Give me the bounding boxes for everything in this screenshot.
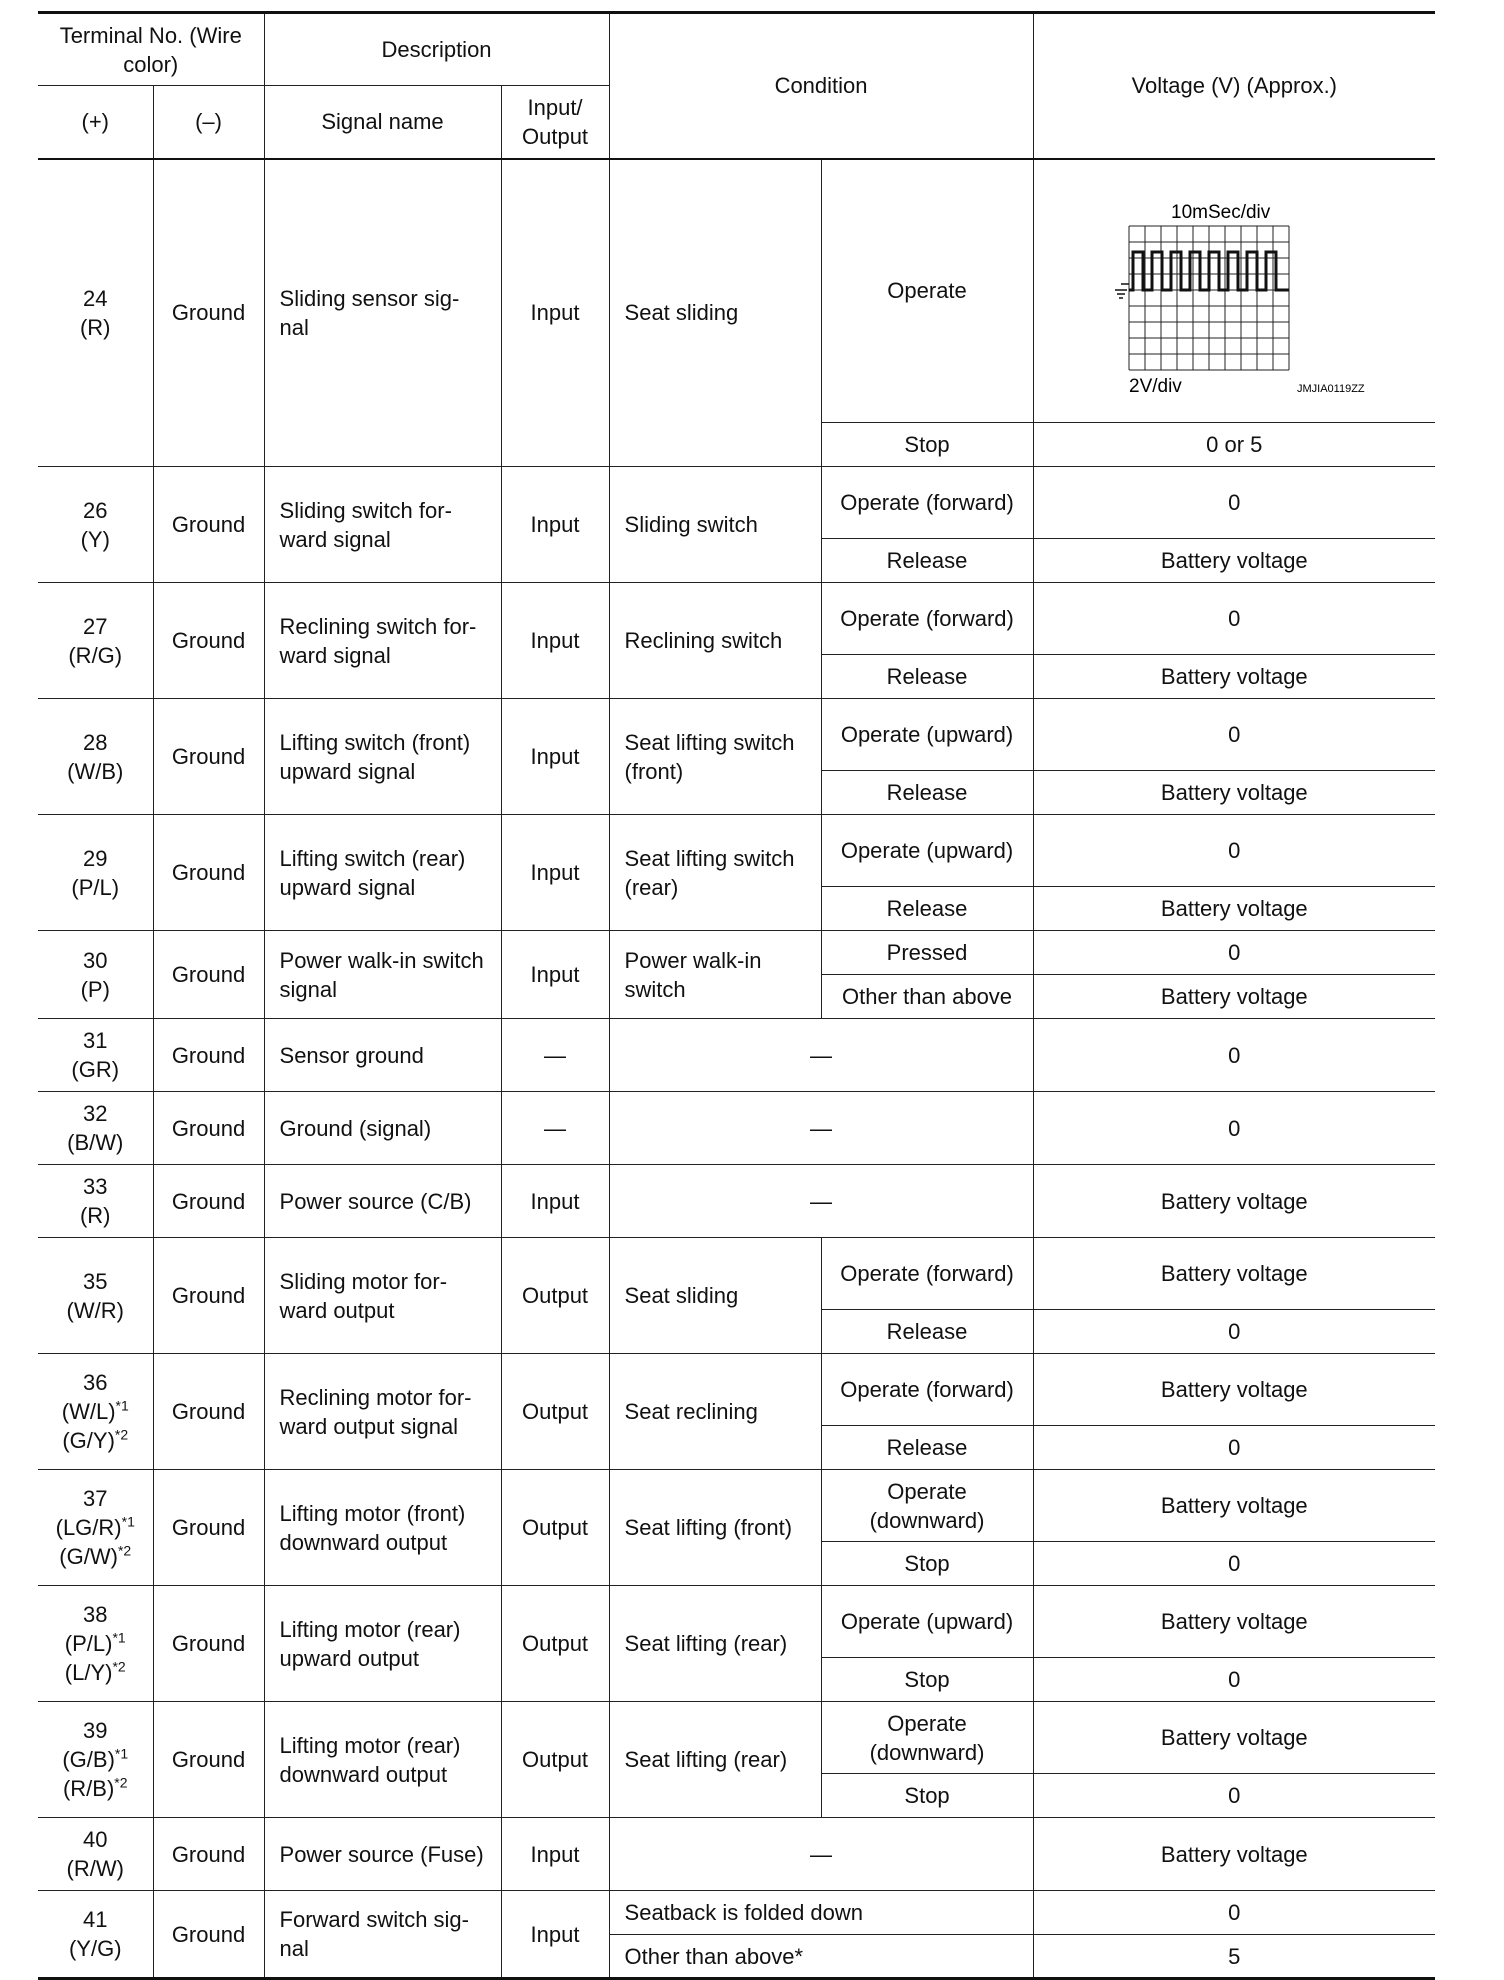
condition-state-cell: Release <box>821 655 1033 699</box>
signal-name-cell: Sliding sensor sig- nal <box>264 159 501 467</box>
voltage-cell: 0 <box>1033 1092 1435 1165</box>
voltage-cell: 0 <box>1033 467 1435 539</box>
condition-cell: Power walk-in switch <box>609 931 821 1019</box>
voltage-cell: Battery voltage <box>1033 771 1435 815</box>
table-row <box>38 1092 1435 1165</box>
wire-color: $(LG/R)^{*1}$ <box>55 1513 135 1540</box>
terminal-voltage-table <box>38 11 1435 1980</box>
terminal-table-page <box>38 11 1435 1980</box>
table-row <box>38 699 1435 771</box>
terminal-cell <box>38 1354 153 1470</box>
terminal-cell <box>38 1019 153 1092</box>
wire-color: $(G/B)^{*1}$ <box>62 1745 129 1772</box>
terminal-number: 40 <box>83 1827 108 1852</box>
ground-cell: Ground <box>153 1092 264 1165</box>
voltage-cell: 0 <box>1033 815 1435 887</box>
terminal-cell <box>38 931 153 1019</box>
header-signal-name: Signal name <box>264 86 501 159</box>
ground-cell: Ground <box>153 1238 264 1354</box>
wire-footnote-mark: *1 <box>114 1745 129 1762</box>
ground-cell: Ground <box>153 699 264 815</box>
table-body <box>38 159 1435 1979</box>
header-io: Input/ Output <box>501 86 609 159</box>
voltage-cell <box>1033 159 1435 423</box>
condition-state-cell: Operate (upward) <box>821 815 1033 887</box>
terminal-cell <box>38 467 153 583</box>
voltage-cell: 0 <box>1033 583 1435 655</box>
wire-color: (W/R) <box>66 1297 124 1323</box>
table-row <box>38 1891 1435 1935</box>
condition-cell: Reclining switch <box>609 583 821 699</box>
wire-color: (Y/G) <box>68 1936 122 1961</box>
io-cell: Output <box>501 1586 609 1702</box>
signal-name-cell: Reclining switch for- ward signal <box>264 583 501 699</box>
signal-name-cell: Sliding switch for- ward signal <box>264 467 501 583</box>
terminal-number: 38 <box>83 1602 108 1627</box>
header-plus: (+) <box>38 86 153 159</box>
ground-cell: Ground <box>153 583 264 699</box>
io-cell: Input <box>501 931 609 1019</box>
io-cell: Input <box>501 1165 609 1238</box>
wire-color: (R/W) <box>66 1856 124 1881</box>
table-row <box>38 815 1435 887</box>
wire-footnote-mark: *2 <box>114 1774 128 1791</box>
oscilloscope-waveform <box>1089 186 1379 396</box>
condition-state-cell: Operate (forward) <box>821 467 1033 539</box>
condition-cell: Seat sliding <box>609 1238 821 1354</box>
wire-color: $(P/L)^{*1}$ <box>64 1629 126 1656</box>
ground-cell: Ground <box>153 1019 264 1092</box>
terminal-number: 26 <box>83 497 108 523</box>
io-cell: Input <box>501 1891 609 1979</box>
condition-cell: Seat lifting switch (rear) <box>609 815 821 931</box>
terminal-number: 37 <box>83 1486 108 1511</box>
condition-cell: Seat lifting (rear) <box>609 1586 821 1702</box>
condition-state-cell: Release <box>821 887 1033 931</box>
terminal-cell <box>38 1470 153 1586</box>
io-cell: Output <box>501 1470 609 1586</box>
condition-state-cell: Stop <box>821 1774 1033 1818</box>
terminal-number: 39 <box>83 1718 108 1743</box>
table-row <box>38 467 1435 539</box>
terminal-number: 24 <box>83 285 108 311</box>
voltage-cell: 0 <box>1033 1019 1435 1092</box>
wire-color: (R) <box>79 314 111 340</box>
terminal-cell <box>38 1238 153 1354</box>
figure-code-label: JMJIA0119ZZ <box>1297 382 1365 395</box>
ground-cell: Ground <box>153 931 264 1019</box>
terminal-cell <box>38 1586 153 1702</box>
ground-cell: Ground <box>153 1354 264 1470</box>
signal-name-cell: Sensor ground <box>264 1019 501 1092</box>
terminal-number: 28 <box>83 729 108 755</box>
condition-state-cell: Operate (forward) <box>821 583 1033 655</box>
waveform-grid <box>1129 226 1289 370</box>
wire-color: (B/W) <box>67 1130 124 1155</box>
terminal-cell <box>38 159 153 467</box>
condition-state-cell: Operate <box>821 159 1033 423</box>
voltage-cell: Battery voltage <box>1033 1470 1435 1542</box>
ground-cell: Ground <box>153 467 264 583</box>
condition-state-cell: Release <box>821 1310 1033 1354</box>
voltage-cell: Battery voltage <box>1033 1354 1435 1426</box>
wire-color-alt: $(R/B)^{*2}$ <box>62 1774 128 1801</box>
terminal-cell <box>38 1165 153 1238</box>
condition-cell: Other than above* <box>609 1935 1033 1979</box>
terminal-number: 30 <box>83 947 108 973</box>
io-cell: Input <box>501 1818 609 1891</box>
table-row <box>38 1165 1435 1238</box>
condition-cell: — <box>609 1092 1033 1165</box>
wire-footnote-mark: *2 <box>117 1542 132 1559</box>
voltage-cell: Battery voltage <box>1033 1165 1435 1238</box>
header-terminal: Terminal No. (Wire color) <box>38 13 264 86</box>
condition-cell: Seat lifting (rear) <box>609 1702 821 1818</box>
terminal-number: 41 <box>83 1907 108 1932</box>
io-cell: Input <box>501 159 609 467</box>
wire-color-alt: $(L/Y)^{*2}$ <box>64 1658 126 1685</box>
header-condition: Condition <box>609 13 1033 159</box>
condition-state-cell: Stop <box>821 423 1033 467</box>
condition-cell: — <box>609 1165 1033 1238</box>
signal-name-cell: Sliding motor for- ward output <box>264 1238 501 1354</box>
wire-footnote-mark: *1 <box>115 1397 129 1414</box>
wire-color: (P/L) <box>71 874 120 900</box>
voltage-cell: 0 <box>1033 1426 1435 1470</box>
terminal-number: 29 <box>83 845 108 871</box>
signal-name-cell: Forward switch sig- nal <box>264 1891 501 1979</box>
voltage-cell: Battery voltage <box>1033 539 1435 583</box>
voltage-cell: 0 <box>1033 1658 1435 1702</box>
io-cell: Output <box>501 1702 609 1818</box>
ground-cell: Ground <box>153 1586 264 1702</box>
wire-footnote-mark: *1 <box>112 1629 126 1646</box>
signal-name-cell: Lifting motor (rear) downward output <box>264 1702 501 1818</box>
voltage-cell: Battery voltage <box>1033 1238 1435 1310</box>
ground-cell: Ground <box>153 1702 264 1818</box>
io-cell: Output <box>501 1354 609 1470</box>
terminal-cell <box>38 699 153 815</box>
wire-color: (R) <box>79 1203 111 1228</box>
voltage-cell: Battery voltage <box>1033 1586 1435 1658</box>
ground-cell: Ground <box>153 1891 264 1979</box>
condition-state-cell: Release <box>821 771 1033 815</box>
terminal-cell <box>38 1891 153 1979</box>
wire-color: $(W/L)^{*1}$ <box>61 1397 129 1424</box>
voltage-cell: Battery voltage <box>1033 655 1435 699</box>
signal-name-cell: Ground (signal) <box>264 1092 501 1165</box>
wire-color: (R/G) <box>68 642 123 668</box>
ground-cell: Ground <box>153 1818 264 1891</box>
condition-state-cell: Other than above <box>821 975 1033 1019</box>
wire-color: (W/B) <box>67 758 124 784</box>
table-row <box>38 1702 1435 1774</box>
ground-cell: Ground <box>153 815 264 931</box>
voltage-cell: 0 <box>1033 1774 1435 1818</box>
table-row <box>38 583 1435 655</box>
io-cell: — <box>501 1092 609 1165</box>
signal-name-cell: Lifting motor (rear) upward output <box>264 1586 501 1702</box>
signal-name-cell: Power walk-in switch signal <box>264 931 501 1019</box>
condition-state-cell: Pressed <box>821 931 1033 975</box>
voltage-cell: 0 <box>1033 1310 1435 1354</box>
voltage-division-label: 2V/div <box>1129 375 1183 396</box>
condition-state-cell: Operate (downward) <box>821 1470 1033 1542</box>
condition-state-cell: Operate (forward) <box>821 1238 1033 1310</box>
table-row <box>38 1019 1435 1092</box>
voltage-cell: 0 <box>1033 699 1435 771</box>
condition-cell: Seat sliding <box>609 159 821 467</box>
condition-cell: Seat reclining <box>609 1354 821 1470</box>
voltage-cell: Battery voltage <box>1033 1702 1435 1774</box>
wire-footnote-mark: *2 <box>114 1426 129 1443</box>
signal-name-cell: Lifting motor (front) downward output <box>264 1470 501 1586</box>
voltage-cell: Battery voltage <box>1033 975 1435 1019</box>
wire-color-alt: $(G/Y)^{*2}$ <box>62 1426 129 1453</box>
condition-state-cell: Release <box>821 539 1033 583</box>
terminal-cell <box>38 1818 153 1891</box>
condition-cell: — <box>609 1818 1033 1891</box>
condition-cell: — <box>609 1019 1033 1092</box>
terminal-number: 35 <box>83 1268 108 1294</box>
signal-name-cell: Power source (C/B) <box>264 1165 501 1238</box>
wire-color: (GR) <box>71 1057 120 1082</box>
signal-name-cell: Reclining motor for- ward output signal <box>264 1354 501 1470</box>
voltage-cell: 0 <box>1033 1542 1435 1586</box>
condition-cell: Seatback is folded down <box>609 1891 1033 1935</box>
voltage-cell: 0 <box>1033 1891 1435 1935</box>
condition-state-cell: Operate (forward) <box>821 1354 1033 1426</box>
condition-state-cell: Stop <box>821 1658 1033 1702</box>
condition-state-cell: Stop <box>821 1542 1033 1586</box>
square-wave-trace <box>1129 252 1289 290</box>
condition-state-cell: Operate (downward) <box>821 1702 1033 1774</box>
condition-state-cell: Release <box>821 1426 1033 1470</box>
ground-cell: Ground <box>153 1470 264 1586</box>
ground-cell: Ground <box>153 1165 264 1238</box>
terminal-cell <box>38 815 153 931</box>
io-cell: Input <box>501 699 609 815</box>
wire-footnote-mark: *2 <box>112 1658 126 1675</box>
table-row <box>38 931 1435 975</box>
table-row <box>38 1586 1435 1658</box>
header-voltage: Voltage (V) (Approx.) <box>1033 13 1435 159</box>
terminal-number: 33 <box>83 1174 108 1199</box>
io-cell: Input <box>501 467 609 583</box>
condition-state-cell: Operate (upward) <box>821 699 1033 771</box>
ground-symbol-icon <box>1115 284 1129 298</box>
table-row <box>38 1354 1435 1426</box>
terminal-number: 32 <box>83 1101 108 1126</box>
terminal-cell <box>38 583 153 699</box>
wire-footnote-mark: *1 <box>121 1513 135 1530</box>
signal-name-cell: Lifting switch (rear) upward signal <box>264 815 501 931</box>
io-cell: Input <box>501 583 609 699</box>
voltage-cell: Battery voltage <box>1033 887 1435 931</box>
ground-cell: Ground <box>153 159 264 467</box>
terminal-number: 31 <box>83 1028 108 1053</box>
io-cell: Input <box>501 815 609 931</box>
condition-cell: Seat lifting switch (front) <box>609 699 821 815</box>
terminal-cell <box>38 1702 153 1818</box>
wire-color: (P) <box>80 976 110 1002</box>
table-row <box>38 159 1435 423</box>
voltage-cell: Battery voltage <box>1033 1818 1435 1891</box>
io-cell: Output <box>501 1238 609 1354</box>
terminal-number: 27 <box>83 613 108 639</box>
terminal-cell <box>38 1092 153 1165</box>
condition-state-cell: Operate (upward) <box>821 1586 1033 1658</box>
io-cell: — <box>501 1019 609 1092</box>
table-row <box>38 1470 1435 1542</box>
voltage-cell: 0 <box>1033 931 1435 975</box>
header-description: Description <box>264 13 609 86</box>
header-minus: (–) <box>153 86 264 159</box>
table-row <box>38 1818 1435 1891</box>
signal-name-cell: Power source (Fuse) <box>264 1818 501 1891</box>
table-row <box>38 1238 1435 1310</box>
signal-name-cell: Lifting switch (front) upward signal <box>264 699 501 815</box>
voltage-cell: 5 <box>1033 1935 1435 1979</box>
time-division-label: 10mSec/div <box>1171 201 1271 223</box>
condition-cell: Sliding switch <box>609 467 821 583</box>
wire-color-alt: $(G/W)^{*2}$ <box>59 1542 132 1569</box>
terminal-number: 36 <box>83 1370 108 1395</box>
wire-color: (Y) <box>80 526 110 552</box>
voltage-cell: 0 or 5 <box>1033 423 1435 467</box>
condition-cell: Seat lifting (front) <box>609 1470 821 1586</box>
